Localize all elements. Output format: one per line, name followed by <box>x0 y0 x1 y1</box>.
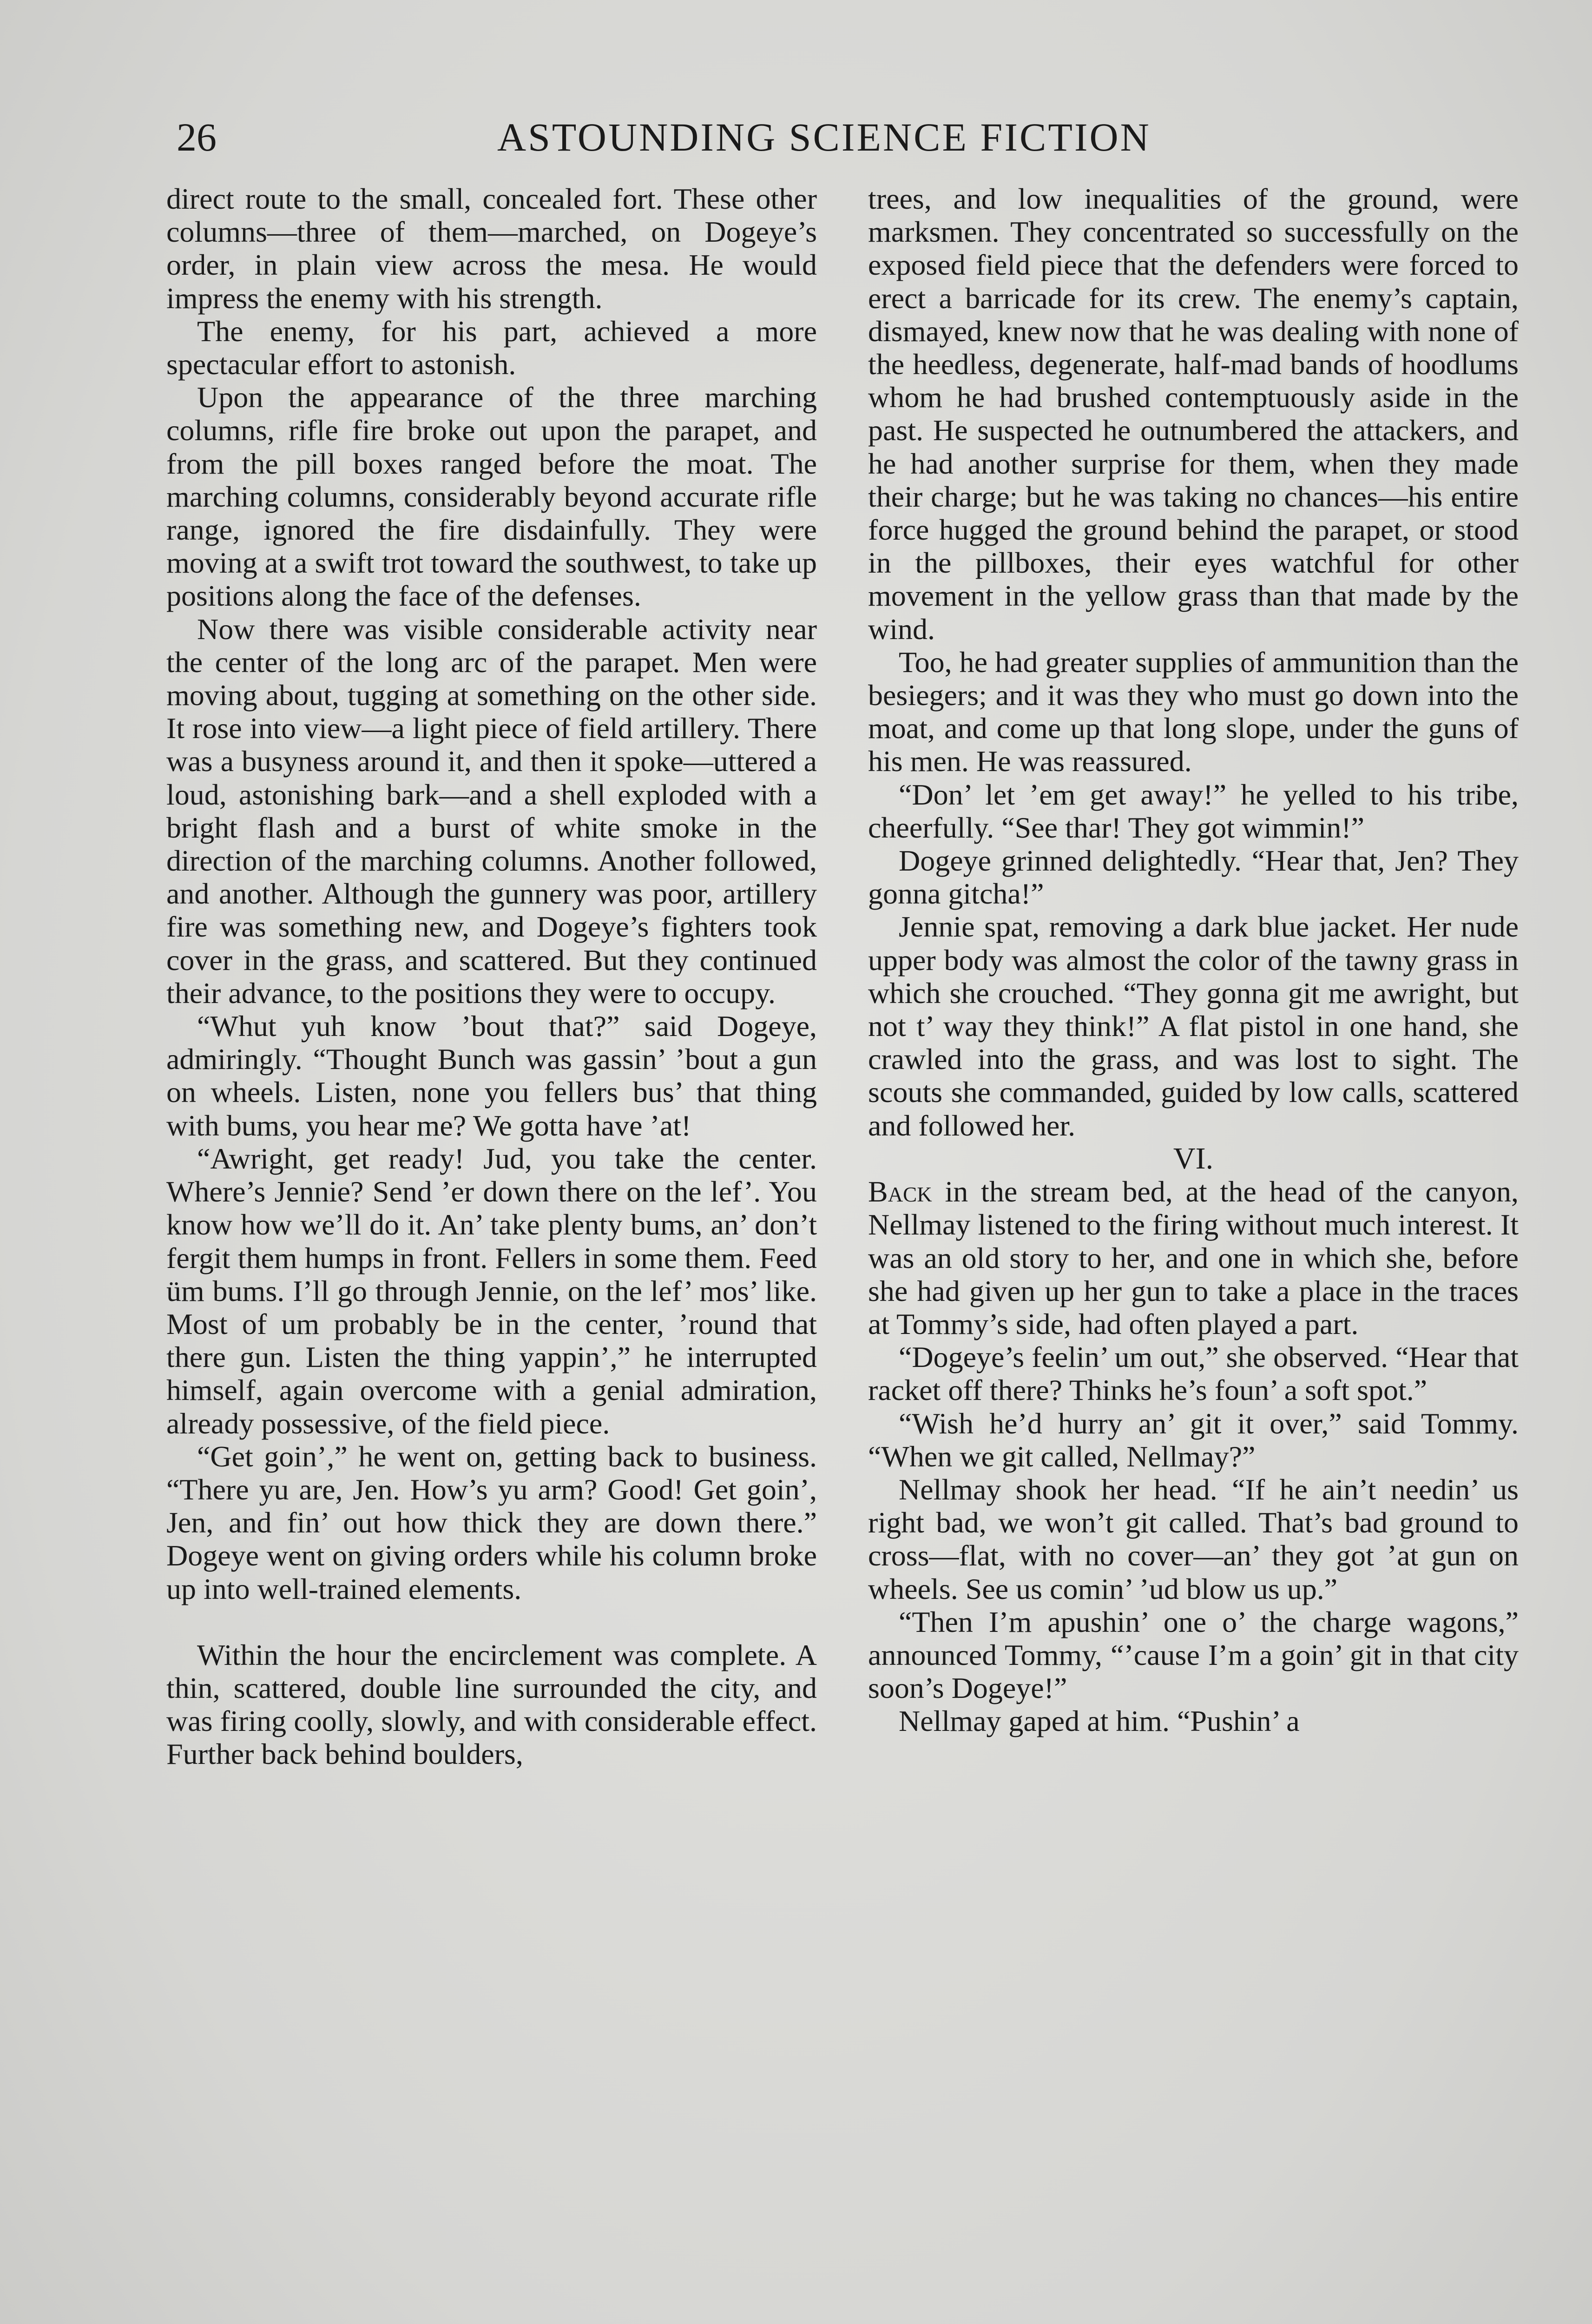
paragraph: Within the hour the encirclement was complete. A thin, scattered, double line surrounded the city, and was firing coolly, slowly, and with considerable effect. Further back behind boulders, <box>166 1638 817 1771</box>
paragraph: “Awright, get ready! Jud, you take the center. Where’s Jennie? Send ’er down there on the lef’. You know how we’ll do it. An’ take plenty bums, an’ don’t fergit them humps in front. Fellers in some them. Feed üm bums. I’ll go through Jennie, on the lef’ mos’ like. Most of um probably be in the center, ’round that there gun. Listen the thing yappin’,” he interrupted himself, again overcome with a genial admiration, already possessive, of the field piece. <box>166 1142 817 1440</box>
paragraph: Nellmay gaped at him. “Pushin’ a <box>899 1704 1300 1738</box>
section-opening-paragraph <box>868 1175 1519 1340</box>
page-header <box>172 112 1529 167</box>
paragraph: “Get goin’,” he went on, getting back to business. “There yu are, Jen. How’s yu arm? Good! Get goin’, Jen, and fin’ out how thick they are down there.” Dogeye went on giving orders while his column broke up into well-trained elements. <box>166 1439 817 1605</box>
section-paragraph-text: in the stream bed, at the head of the canyon, Nellmay listened to the firing without much interest. It was an old story to her, and one in which she, before she had given up her gun to take a place in the traces at Tommy’s side, had often played a part. <box>868 1175 1519 1340</box>
page-number: 26 <box>177 115 217 159</box>
section-first-word: Back <box>868 1175 932 1208</box>
paragraph: trees, and low inequalities of the ground, were marksmen. They concentrated so successfully on the exposed field piece that the defenders were forced to erect a barricade for its crew. The enemy’s captain, dismayed, knew now that he was dealing with none of the heedless, degenerate, half-mad bands of hoodlums whom he had brushed contemptuously aside in the past. He suspected he outnumbered the attackers, and he had another surprise for them, when they made their charge; but he was taking no chances—his entire force hugged the ground behind the parapet, or stood in the pillboxes, their eyes watchful for other movement in the yellow grass than that made by the wind. <box>868 182 1519 646</box>
paragraph: Upon the appearance of the three marching columns, rifle fire broke out upon the parapet, and from the pill boxes ranged before the moat. The marching columns, considerably beyond accurate rifle range, ignored the fire disdainfully. They were moving at a swift trot toward the southwest, to take up positions along the face of the defenses. <box>166 381 817 613</box>
paragraph: “Don’ let ’em get away!” he yelled to his tribe, cheerfully. “See thar! They got wimmin!” <box>868 778 1519 844</box>
section-heading: VI. <box>1173 1141 1214 1175</box>
paragraph: direct route to the small, concealed fort. These other columns—three of them—marched, on Dogeye’s order, in plain view across the mesa. He would impress the enemy with his strength. <box>166 182 817 315</box>
paragraph: “Wish he’d hurry an’ git it over,” said Tommy. “When we git called, Nellmay?” <box>868 1406 1519 1473</box>
running-title: ASTOUNDING SCIENCE FICTION <box>497 115 1151 159</box>
paragraph: Now there was visible considerable activity near the center of the long arc of the parapet. Men were moving about, tugging at something on the other side. It rose into view—a light piece of field artillery. There was a busyness around it, and then it spoke—uttered a loud, astonishing bark—and a shell exploded with a bright flash and a burst of white smoke in the direction of the marching columns. Another followed, and another. Although the gunnery was poor, artillery fire was something new, and Dogeye’s fighters took cover in the grass, and scattered. But they continued their advance, to the positions they were to occupy. <box>166 612 817 1010</box>
paragraph: Jennie spat, removing a dark blue jacket. Her nude upper body was almost the color of the tawny grass in which she crouched. “They gonna git me awright, but not t’ way they think!” A flat pistol in one hand, she crawled into the grass, and was lost to sight. The scouts she commanded, guided by low calls, scattered and followed her. <box>868 910 1519 1142</box>
paragraph: “Whut yuh know ’bout that?” said Dogeye, admiringly. “Thought Bunch was gassin’ ’bout a gun on wheels. Listen, none you fellers bus’ that thing with bums, you hear me? We gotta have ’at! <box>166 1010 817 1142</box>
right-column <box>868 182 1519 1738</box>
left-column <box>166 182 817 1771</box>
paragraph: Too, he had greater supplies of ammunition than the besiegers; and it was they who must go down into the moat, and come up that long slope, under the guns of his men. He was reassured. <box>868 645 1519 778</box>
paragraph: “Dogeye’s feelin’ um out,” she observed. “Hear that racket off there? Thinks he’s foun’ a soft spot.” <box>868 1340 1519 1407</box>
paragraph: Nellmay shook her head. “If he ain’t needin’ us right bad, we won’t git called. That’s bad ground to cross—flat, with no cover—an’ they got ’at gun on wheels. See us comin’ ’ud blow us up.” <box>868 1472 1519 1605</box>
paragraph: “Then I’m apushin’ one o’ the charge wagons,” announced Tommy, “’cause I’m a goin’ git in that city soon’s Dogeye!” <box>868 1605 1519 1705</box>
paragraph: Dogeye grinned delightedly. “Hear that, Jen? They gonna gitcha!” <box>868 844 1519 911</box>
paragraph: The enemy, for his part, achieved a more spectacular effort to astonish. <box>166 314 817 381</box>
